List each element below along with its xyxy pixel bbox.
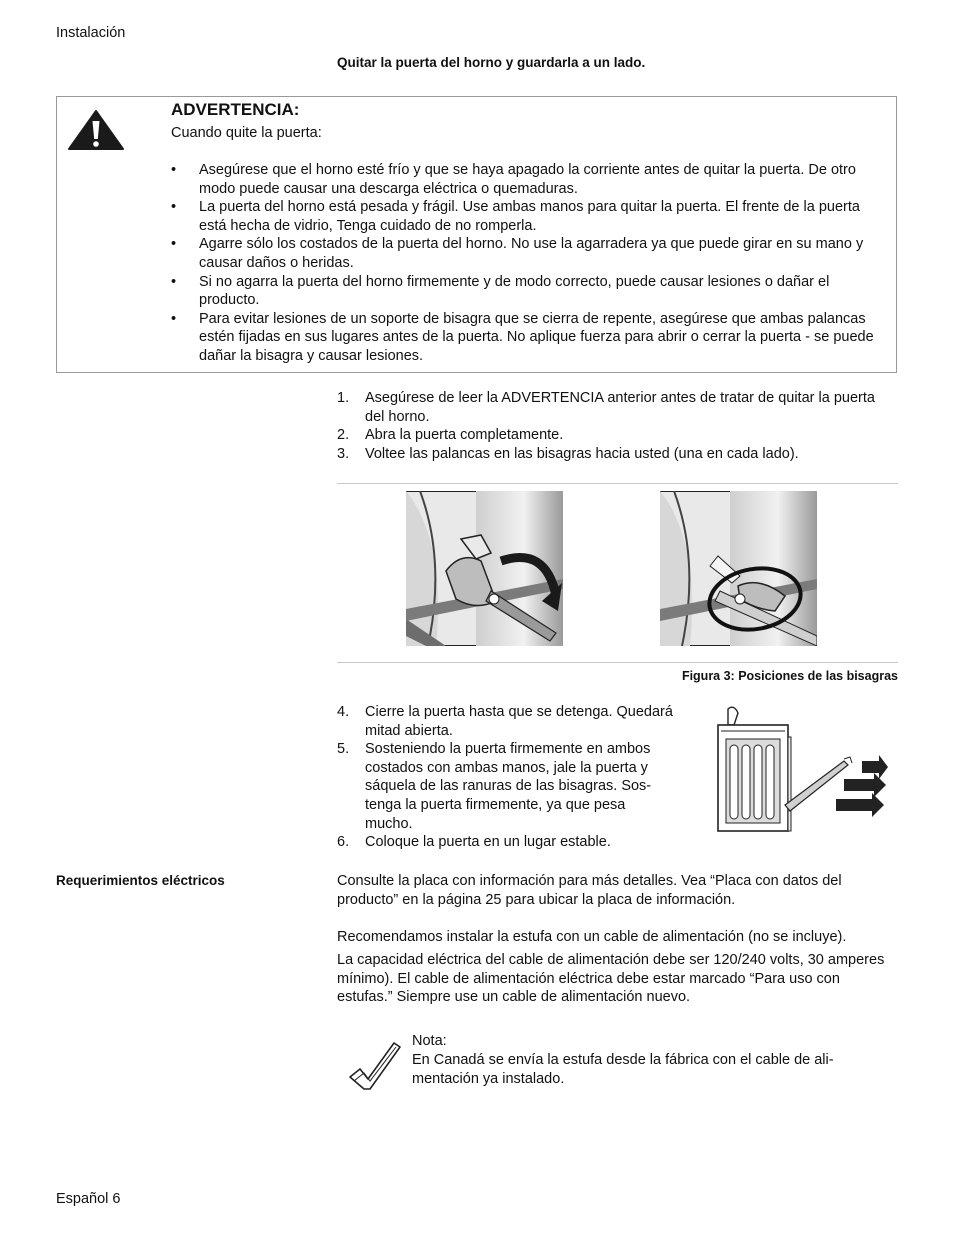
warning-list	[171, 161, 886, 366]
checkmark-icon	[346, 1039, 402, 1091]
electrical-label: Requerimientos eléctricos	[56, 873, 225, 888]
hinge-closed-illustration	[406, 491, 563, 646]
door-removal-illustration	[712, 705, 894, 835]
section-label: Instalación	[56, 25, 126, 41]
step-item	[337, 426, 882, 445]
warning-triangle-icon	[67, 109, 125, 151]
step-item	[337, 389, 882, 426]
steps-list-2	[337, 703, 675, 852]
note-title: Nota:	[412, 1033, 447, 1049]
step-text: Coloque la puerta en un lugar estable.	[365, 834, 611, 851]
warning-item: • Si no agarra la puerta del horno firmemente y de modo correcto, puede causar lesiones o dañar el producto.	[171, 273, 886, 310]
warning-box	[56, 96, 897, 373]
step-text: Cierre la puerta hasta que se detenga. Quedará mitad abierta.	[365, 704, 673, 739]
step-number: 6.	[337, 834, 350, 851]
figure-caption: Figura 3: Posiciones de las bisagras	[681, 669, 898, 683]
figure-top-rule	[337, 483, 898, 484]
step-item	[337, 740, 675, 833]
step-item	[337, 833, 675, 852]
step-item	[337, 703, 675, 740]
step-number: 5.	[337, 741, 350, 758]
procedure-heading: Quitar la puerta del horno y guardarla a un lado.	[337, 55, 646, 70]
warning-item: • Agarre sólo los costados de la puerta del horno. No use la agarradera ya que puede girar en su mano y causar daños o heridas.	[171, 235, 886, 272]
warning-intro: Cuando quite la puerta:	[171, 125, 322, 141]
electrical-paragraph-1: Consulte la placa con información para más detalles. Vea “Placa con datos del producto” en la página 25 para ubicar la placa de información.	[337, 873, 842, 908]
step-item	[337, 445, 882, 464]
note-text: En Canadá se envía la estufa desde la fábrica con el cable de ali- mentación ya instalado.	[412, 1052, 834, 1087]
step-text: Abra la puerta completamente.	[365, 427, 564, 444]
page-footer: Español 6	[56, 1191, 121, 1207]
warning-item: • Asegúrese que el horno esté frío y que se haya apagado la corriente antes de quitar la puerta. De otro modo puede causar una descarga eléctrica o quemaduras.	[171, 161, 886, 198]
hinge-open-illustration	[660, 491, 817, 646]
step-text: Asegúrese de leer la ADVERTENCIA anterior antes de tratar de quitar la puerta del horno.	[365, 390, 875, 425]
step-number: 4.	[337, 704, 350, 720]
warning-item: • Para evitar lesiones de un soporte de bisagra que se cierra de repente, asegúrese que ambas palancas estén fijadas en sus lugares antes de la puerta. No aplique fuerza para abrir o cerrar la puerta - se puede dañar la bisagra y causar lesiones.	[171, 310, 886, 366]
figure-bottom-rule	[337, 662, 898, 663]
warning-title: ADVERTENCIA:	[171, 100, 300, 119]
step-number: 2.	[337, 427, 350, 444]
steps-list-1	[337, 389, 882, 463]
step-text: Voltee las palancas en las bisagras hacia usted (una en cada lado).	[365, 445, 799, 462]
electrical-paragraph-3: La capacidad eléctrica del cable de alimentación debe ser 120/240 volts, 30 amperes mínimo). El cable de alimentación eléctrica debe estar marcado “Para uso con estufas.” Siempre use un cable de alimentación nuevo.	[337, 952, 885, 1006]
step-number: 3.	[337, 445, 350, 462]
step-number: 1.	[337, 390, 350, 406]
warning-item: • La puerta del horno está pesada y frágil. Use ambas manos para quitar la puerta. El frente de la puerta está hecha de vidrio, Tenga cuidado de no romperla.	[171, 198, 886, 235]
electrical-paragraph-2: Recomendamos instalar la estufa con un cable de alimentación (no se incluye).	[337, 929, 847, 945]
step-text: Sosteniendo la puerta firmemente en ambos costados con ambas manos, jale la puerta y sáquela de las ranuras de las bisagras. Sos- tenga la puerta firmemente, ya que pesa mucho.	[365, 741, 652, 832]
